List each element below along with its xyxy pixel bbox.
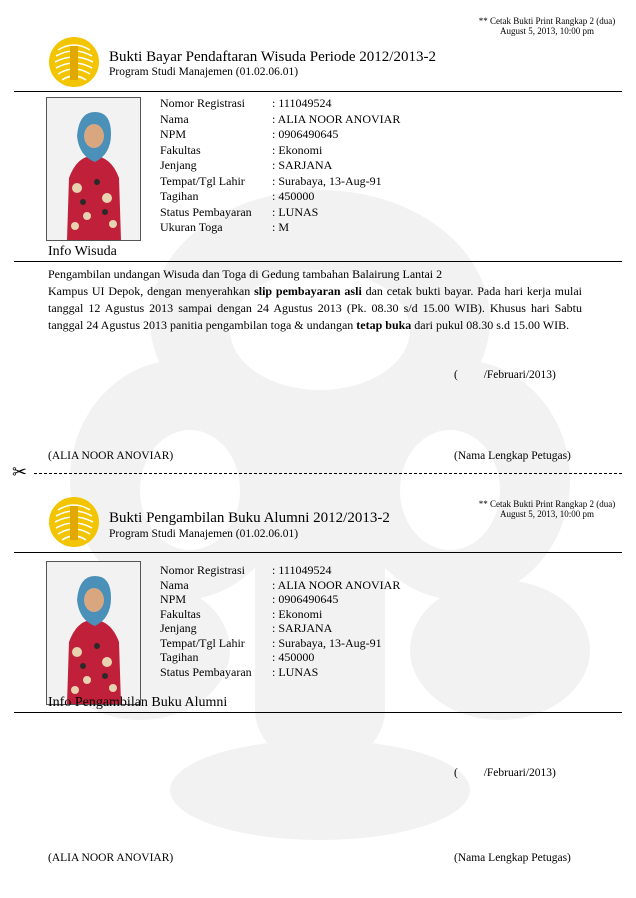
table-row: Tagihan : 450000 xyxy=(160,650,315,664)
table-row: Fakultas : Ekonomi xyxy=(160,142,323,157)
info-paragraph: Pengambilan undangan Wisuda dan Toga di Gedung tambahan Balairung Lantai 2 Kampus UI Depok, dengan menyerahkan slip pembayaran asli dan cetak bukti bayar. Pada hari kerja mulai tanggal 12 Agustus 2013 sampai dengan 24 Agustus 2013 (Pk. 08.30 s/d 15.00 WIB). Khusus hari Sabtu tanggal 24 Agustus 2013 panitia pengambilan toga & undangan tetap buka dari pukul 08.30 s.d 15.00 WIB. xyxy=(48,267,583,332)
signature-officer: (Nama Lengkap Petugas) xyxy=(454,852,571,864)
ui-makara-logo-icon xyxy=(48,36,100,88)
table-row: Nama : ALIA NOOR ANOVIAR xyxy=(160,577,401,592)
page-subtitle: Program Studi Manajemen (01.02.06.01) xyxy=(109,528,299,540)
scissors-icon: ✂ xyxy=(12,462,28,483)
page-title: Bukti Bayar Pendaftaran Wisuda Periode 2012/2013-2 xyxy=(109,49,436,65)
print-note: ** Cetak Bukti Print Rangkap 2 (dua) August 5, 2013, 10:00 pm xyxy=(478,16,616,36)
section-title: Info Wisuda xyxy=(48,244,117,259)
table-row: Tempat/Tgl Lahir : Surabaya, 13-Aug-91 xyxy=(160,635,382,650)
date-line: ( /Februari/2013) xyxy=(454,369,556,381)
person-photo-icon xyxy=(47,562,140,704)
divider xyxy=(14,712,622,713)
divider xyxy=(14,91,622,92)
table-row: Ukuran Toga : M xyxy=(160,220,290,234)
section-title: Info Pengambilan Buku Alumni xyxy=(48,695,228,710)
page-subtitle: Program Studi Manajemen (01.02.06.01) xyxy=(109,66,299,78)
table-row: Status Pembayaran : LUNAS xyxy=(160,204,319,219)
ui-makara-logo-icon xyxy=(48,496,100,548)
table-row: Tagihan : 450000 xyxy=(160,189,315,203)
table-row: NPM : 0906490645 xyxy=(160,592,339,606)
table-row: Nama : ALIA NOOR ANOVIAR xyxy=(160,111,401,126)
table-row: Nomor Registrasi : 111049524 xyxy=(160,96,332,110)
registration-info-table xyxy=(160,563,400,679)
divider xyxy=(14,552,622,553)
registration-info-table xyxy=(160,96,400,236)
person-photo-icon xyxy=(47,98,140,240)
table-row: Tempat/Tgl Lahir : Surabaya, 13-Aug-91 xyxy=(160,173,382,188)
table-row: Jenjang : SARJANA xyxy=(160,158,333,172)
page-title: Bukti Pengambilan Buku Alumni 2012/2013-2 xyxy=(109,510,390,526)
table-row: Nomor Registrasi : 111049524 xyxy=(160,563,332,577)
signature-student: (ALIA NOOR ANOVIAR) xyxy=(48,450,174,462)
divider xyxy=(14,261,622,262)
table-row: Status Pembayaran : LUNAS xyxy=(160,664,319,679)
table-row: Fakultas : Ekonomi xyxy=(160,606,323,621)
date-line: ( /Februari/2013) xyxy=(454,767,556,779)
table-row: NPM : 0906490645 xyxy=(160,127,339,141)
signature-student: (ALIA NOOR ANOVIAR) xyxy=(48,852,174,864)
table-row: Jenjang : SARJANA xyxy=(160,621,333,635)
cut-line xyxy=(34,473,622,474)
student-photo xyxy=(46,97,141,241)
student-photo xyxy=(46,561,141,705)
print-note: ** Cetak Bukti Print Rangkap 2 (dua) August 5, 2013, 10:00 pm xyxy=(478,499,616,519)
signature-officer: (Nama Lengkap Petugas) xyxy=(454,450,571,462)
